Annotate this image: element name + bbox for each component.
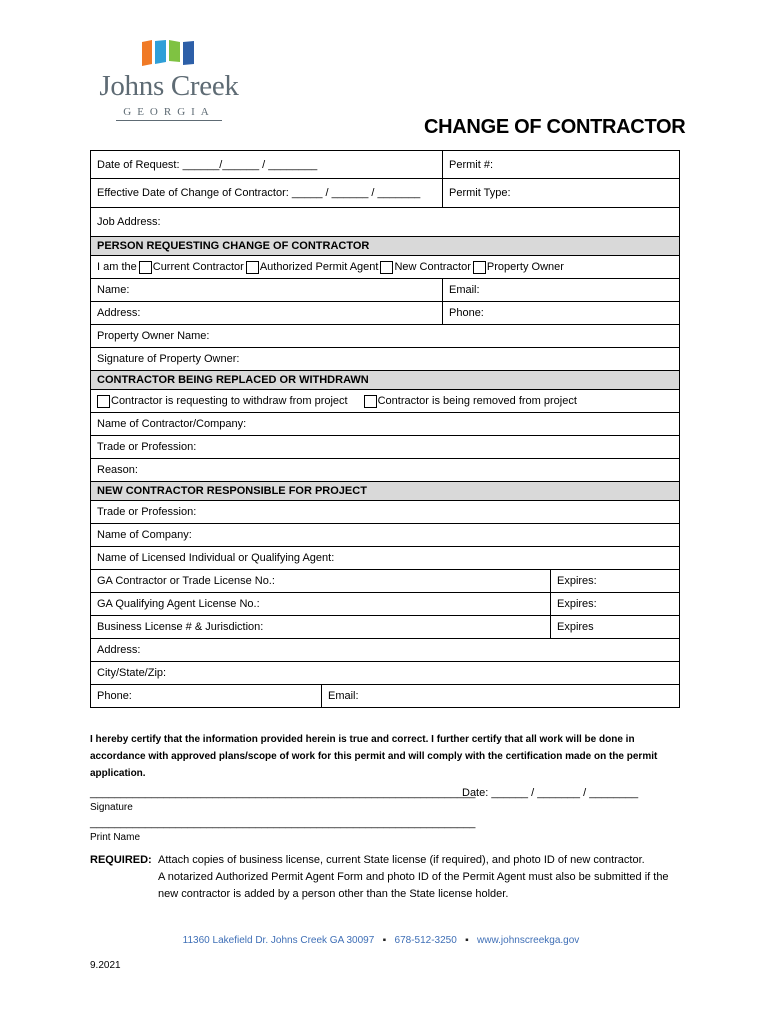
removed-checkbox[interactable]	[364, 395, 377, 408]
requester-address-field[interactable]: Address:	[97, 307, 141, 319]
reason-field[interactable]: Reason:	[97, 464, 138, 476]
new-email-field[interactable]: Email:	[321, 685, 679, 707]
new-phone-row	[90, 685, 680, 708]
owner-name-field[interactable]: Property Owner Name:	[97, 330, 210, 342]
new-contractor-label: New Contractor	[394, 261, 471, 273]
print-name-line[interactable]: _______________________________________________________________	[90, 817, 476, 829]
replaced-trade-field[interactable]: Trade or Profession:	[97, 441, 197, 453]
withdraw-row	[90, 390, 680, 413]
johns-creek-logo	[96, 40, 242, 122]
withdraw-label: Contractor is requesting to withdraw from project	[111, 395, 348, 407]
name-row	[90, 279, 680, 302]
footer-separator: ▪	[382, 935, 387, 946]
new-company-field[interactable]: Name of Company:	[97, 529, 192, 541]
replaced-trade-row	[90, 436, 680, 459]
ga-license-expires-field[interactable]: Expires:	[550, 570, 679, 592]
effective-date-field[interactable]: Effective Date of Change of Contractor: _____ / ______ / _______	[97, 187, 421, 199]
licensed-individual-field[interactable]: Name of Licensed Individual or Qualifying Agent:	[97, 552, 335, 564]
business-row	[90, 616, 680, 639]
flags-icon	[142, 40, 194, 70]
requester-phone-field[interactable]: Phone:	[442, 302, 679, 324]
qualifying-license-field[interactable]: GA Qualifying Agent License No.:	[97, 598, 260, 610]
withdraw-checkbox[interactable]	[97, 395, 110, 408]
new-trade-field[interactable]: Trade or Profession:	[97, 506, 197, 518]
ga-license-field[interactable]: GA Contractor or Trade License No.:	[97, 575, 275, 587]
date-row	[90, 150, 680, 179]
new-phone-field[interactable]: Phone:	[97, 690, 132, 702]
required-text-1: Attach copies of business license, current State license (if required), and photo ID of new contractor.	[158, 854, 645, 866]
footer-website-link[interactable]: www.johnscreekga.gov	[477, 935, 580, 946]
authorized-agent-label: Authorized Permit Agent	[259, 261, 379, 273]
owner-signature-field[interactable]: Signature of Property Owner:	[97, 353, 240, 365]
footer-address: 11360 Lakefield Dr. Johns Creek GA 30097	[182, 935, 375, 946]
removed-label: Contractor is being removed from project	[377, 395, 577, 407]
new-address-field[interactable]: Address:	[97, 644, 141, 656]
job-address-row	[90, 208, 680, 237]
reason-row	[90, 459, 680, 482]
business-license-field[interactable]: Business License # & Jurisdiction:	[97, 621, 264, 633]
new-trade-row	[90, 501, 680, 524]
effective-row	[90, 179, 680, 208]
business-expires-field[interactable]: Expires	[550, 616, 679, 638]
i-am-the-label: I am the	[97, 261, 137, 273]
logo-rule	[116, 120, 222, 121]
section-replaced: CONTRACTOR BEING REPLACED OR WITHDRAWN	[90, 371, 680, 390]
owner-signature-row	[90, 348, 680, 371]
signature-date[interactable]: Date: ______ / _______ / ________	[462, 787, 639, 799]
authorized-agent-checkbox[interactable]	[246, 261, 259, 274]
print-name-label: Print Name	[90, 832, 141, 843]
page-title: CHANGE OF CONTRACTOR	[424, 116, 686, 138]
ga-license-row	[90, 570, 680, 593]
required-label: REQUIRED:	[90, 854, 152, 866]
current-contractor-label: Current Contractor	[152, 261, 244, 273]
section-new-contractor: NEW CONTRACTOR RESPONSIBLE FOR PROJECT	[90, 482, 680, 501]
requester-email-field[interactable]: Email:	[442, 279, 679, 301]
section-requesting: PERSON REQUESTING CHANGE OF CONTRACTOR	[90, 237, 680, 256]
new-address-row	[90, 639, 680, 662]
contractor-form	[90, 150, 680, 708]
certification-text: I hereby certify that the information provided herein is true and correct. I further certify that all work will be done in accordance with approved plans/scope of work for this permit and will comply with the certification made on the permit application.	[90, 734, 658, 779]
requester-name-field[interactable]: Name:	[97, 284, 130, 296]
signature-line[interactable]: _______________________________________________________________	[90, 787, 476, 799]
logo-name: Johns Creek	[99, 70, 239, 102]
permit-number-field[interactable]: Permit #:	[442, 151, 679, 178]
owner-name-row	[90, 325, 680, 348]
new-contractor-checkbox[interactable]	[380, 261, 393, 274]
signature-label: Signature	[90, 802, 133, 813]
version-label: 9.2021	[90, 960, 121, 971]
property-owner-label: Property Owner	[486, 261, 564, 273]
address-row	[90, 302, 680, 325]
current-contractor-checkbox[interactable]	[139, 261, 152, 274]
property-owner-checkbox[interactable]	[473, 261, 486, 274]
qualifying-expires-field[interactable]: Expires:	[550, 593, 679, 615]
replaced-company-row	[90, 413, 680, 436]
footer-phone: 678-512-3250	[394, 935, 457, 946]
logo-state: GEORGIA	[123, 106, 215, 118]
city-row	[90, 662, 680, 685]
city-state-zip-field[interactable]: City/State/Zip:	[97, 667, 167, 679]
required-text-2: A notarized Authorized Permit Agent Form and photo ID of the Permit Agent must also be submitted if the new contractor is added by a person other than the State license holder.	[158, 871, 669, 900]
date-of-request-field[interactable]: Date of Request: ______/______ / ________	[97, 158, 318, 171]
permit-type-field[interactable]: Permit Type:	[442, 179, 679, 207]
footer	[0, 935, 770, 946]
footer-separator-2: ▪	[465, 935, 469, 946]
qualifying-row	[90, 593, 680, 616]
role-row	[90, 256, 680, 279]
job-address-field[interactable]: Job Address:	[97, 216, 161, 228]
new-company-row	[90, 524, 680, 547]
licensed-row	[90, 547, 680, 570]
replaced-company-field[interactable]: Name of Contractor/Company:	[97, 418, 247, 430]
